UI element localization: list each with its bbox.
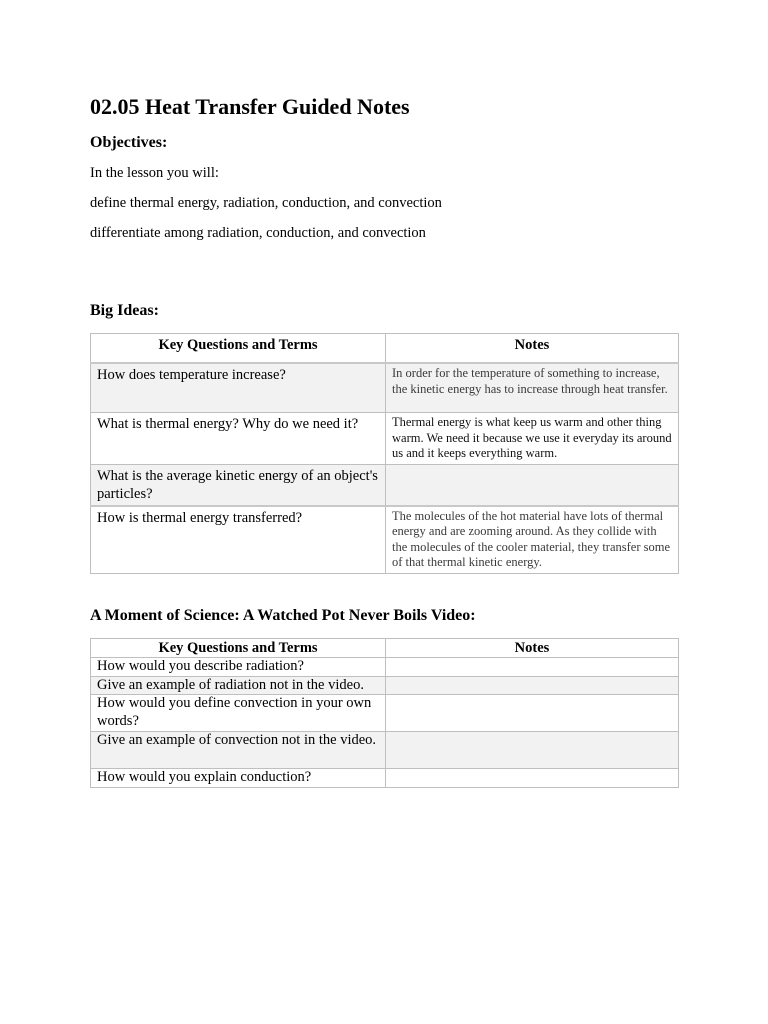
video-heading: A Moment of Science: A Watched Pot Never Boils Video: [90, 607, 476, 624]
objective-item-2: differentiate among radiation, conduction, and convection [90, 225, 426, 241]
question-cell: What is thermal energy? Why do we need it? [91, 413, 386, 465]
table-row [91, 658, 679, 677]
objectives-intro: In the lesson you will: [90, 165, 219, 181]
notes-cell[interactable] [386, 676, 679, 695]
table-row [91, 413, 679, 465]
video-table [90, 638, 679, 788]
notes-cell[interactable]: The molecules of the hot material have lots of thermal energy and are zooming around. As they collide with the molecules of the cooler material, they transfer some of that thermal kinetic energy. [386, 506, 679, 574]
column-header-notes: Notes [386, 334, 679, 364]
table-row [91, 676, 679, 695]
column-header-questions: Key Questions and Terms [91, 334, 386, 364]
big-ideas-table [90, 333, 679, 574]
question-cell: How would you describe radiation? [91, 658, 386, 677]
notes-cell[interactable] [386, 695, 679, 732]
document-title: 02.05 Heat Transfer Guided Notes [90, 94, 410, 119]
table-row [91, 363, 679, 413]
table-row [91, 506, 679, 574]
objectives-heading: Objectives: [90, 134, 168, 151]
table-row [91, 732, 679, 769]
big-ideas-heading: Big Ideas: [90, 302, 159, 319]
column-header-questions: Key Questions and Terms [91, 639, 386, 658]
objective-item-1: define thermal energy, radiation, conduction, and convection [90, 195, 442, 211]
notes-cell[interactable] [386, 658, 679, 677]
question-cell: Give an example of radiation not in the video. [91, 676, 386, 695]
notes-cell[interactable] [386, 464, 679, 506]
question-cell: What is the average kinetic energy of an object's particles? [91, 464, 386, 506]
table-header-row [91, 639, 679, 658]
notes-cell[interactable] [386, 769, 679, 788]
notes-cell[interactable]: Thermal energy is what keep us warm and other thing warm. We need it because we use it everyday its around us and it keeps everything warm. [386, 413, 679, 465]
table-row [91, 769, 679, 788]
question-cell: How would you explain conduction? [91, 769, 386, 788]
table-header-row [91, 334, 679, 364]
question-cell: Give an example of convection not in the video. [91, 732, 386, 769]
notes-cell[interactable]: In order for the temperature of something to increase, the kinetic energy has to increase through heat transfer. [386, 363, 679, 413]
column-header-notes: Notes [386, 639, 679, 658]
question-cell: How would you define convection in your own words? [91, 695, 386, 732]
notes-cell[interactable] [386, 732, 679, 769]
question-cell: How is thermal energy transferred? [91, 506, 386, 574]
table-row [91, 695, 679, 732]
table-row [91, 464, 679, 506]
question-cell: How does temperature increase? [91, 363, 386, 413]
